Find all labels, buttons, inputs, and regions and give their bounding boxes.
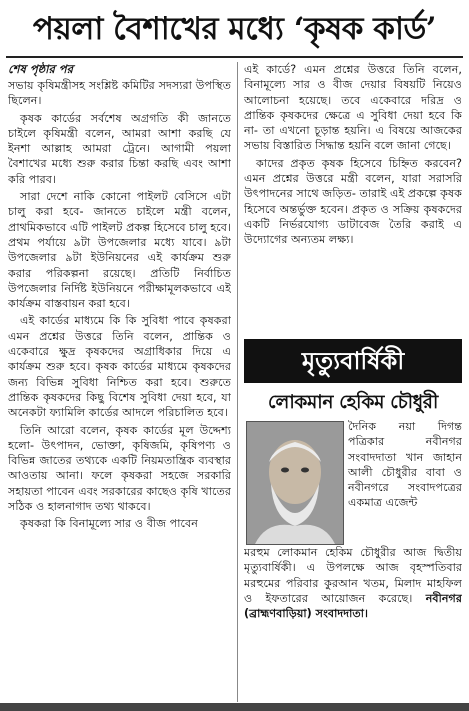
right-paragraph: এই কার্ডে? এমন প্রশ্নের উত্তরে তিনি বলেন, বিনামূল্যে সার ও বীজ দেয়ার বিষয়টি নিয়েও আলোচনা হয়েছে। তবে একেবারে দরিদ্র ও প্রান্তিক কৃষকদের ক্ষেত্রে এ সুবিধা দেয়া হবে কি না- তা এখনো চূড়ান্ত হয়নি। এ বিষয়ে আজকের সভায় বিস্তারিত সিদ্ধান্ত হয়নি বলে জানা গেছে।: [244, 63, 462, 153]
portrait-photo: [246, 421, 344, 545]
left-paragraph: কৃষকরা কি বিনামূল্যে সার ও বীজ পাবেন: [20, 517, 198, 531]
obituary-intro-text: দৈনিক নয়া দিগন্ত পত্রিকার নবীনগর সংবাদদাতা খান জাহান আলী চৌধুরীর বাবা ও নবীনগরে সংবাদপত্রের একমাত্র এজেন্ট: [348, 420, 462, 510]
continuation-kicker: শেষ পৃষ্ঠার পর: [8, 62, 73, 76]
portrait-illustration: [247, 422, 343, 544]
left-paragraph: তিনি আরো বলেন, কৃষক কার্ডের মূল উদ্দেশ্য হলো- উৎপাদন, ভোক্তা, কৃষিজমি, কৃষিপণ্য ও বিভিন্ন জাতের তথ্যকে একটি নিয়মতান্ত্রিক ব্যবস্থার আওতায় আনা। ফলে কৃষকরা সহজে সরকারি সহায়তা পাবেন এবং সরকারের কাছেও কৃষি খাতের সঠিক ও হালনাগাদ তথ্য থাকবে।: [8, 423, 231, 514]
left-paragraph: সভায় কৃষিমন্ত্রীসহ সংশ্লিষ্ট কমিটির সদস্যরা উপস্থিত ছিলেন।: [8, 79, 231, 108]
right-paragraph: কাদের প্রকৃত কৃষক হিসেবে চিহ্নিত করবেন? এমন প্রশ্নের উত্তরে মন্ত্রী বলেন, যারা সরাসরি উৎপাদনের সাথে জড়িত- তারাই এই প্রকল্পে কৃষক হিসেবে অন্তর্ভুক্ত হবেন। প্রকৃত ও সক্রিয় কৃষকদের একটি নির্ভরযোগ্য ডাটাবেজ তৈরি করাই এ উদ্যোগের অন্যতম লক্ষ্য।: [244, 156, 462, 247]
obituary-name: লোকমান হেকিম চৌধুরী: [268, 392, 438, 413]
obituary-body-sentence: মরহুম লোকমান হেকিম চৌধুরীর আজ দ্বিতীয় মৃত্যুবার্ষিকী। এ উপলক্ষে আজ বৃহস্পতিবার মরহুমের পরিবার কুরআন খতম, মিলাদ মাহফিল ও ইফতারের আয়োজন করেছে।: [244, 546, 462, 605]
obituary-body: [244, 545, 462, 623]
left-paragraph: কৃষক কার্ডের সর্বশেষ অগ্রগতি কী জানতে চাইলে কৃষিমন্ত্রী বলেন, আমরা আশা করছি যে ইনশা আল্লাহ আমরা ট্রেনে। আগামী পয়লা বৈশাখের মধ্যে শুরু করার চিন্তা করছি এবং আশা করি পারব।: [8, 111, 231, 186]
left-column: [8, 62, 231, 702]
obituary-credit: নবীনগর (ব্রাহ্মণবাড়িয়া) সংবাদদাতা।: [244, 591, 462, 621]
left-paragraph: সারা দেশে নাকি কোনো পাইলট বেসিসে এটা চালু করা হবে- জানতে চাইলে মন্ত্রী বলেন, প্রাথমিকভাবে এটি পাইলট প্রকল্প হিসেবে চালু হবে। প্রথম পর্যায়ে ৯টা উপজেলার মধ্যে যাবে। ৯টা উপজেলার ৯টা ইউনিয়নের এই কার্যক্রম শুরু করার পরিকল্পনা রয়েছে। প্রতিটি নির্বাচিত উপজেলার নির্দিষ্ট ইউনিয়নে পরীক্ষামূলকভাবে এই কার্যক্রম বাস্তবায়ন করা হবে।: [8, 190, 231, 311]
next-story-strip: [0, 703, 469, 711]
headline-rule: [6, 56, 463, 58]
left-paragraph: এই কার্ডের মাধ্যমে কি কি সুবিধা পাবে কৃষকরা এমন প্রশ্নের উত্তরে তিনি বলেন, প্রান্তিক ও একেবারে ক্ষুদ্র কৃষকদের অগ্রাধিকার দিয়ে এ কার্যক্রম শুরু হবে। কৃষক কার্ডের মাধ্যমে কৃষকদের জন্য বিভিন্ন সুবিধা নিশ্চিত করা হবে। শুরুতে প্রান্তিক কৃষকদের কিছু বিশেষ সুবিধা দেয়া হবে, যা অনেকটা ফ্যামিলি কার্ডের আদলে পরিচালিত হবে।: [8, 314, 231, 420]
column-divider: [237, 62, 238, 702]
section-title-banner: মৃত্যুবার্ষিকী: [244, 339, 462, 383]
obituary-body-text: [244, 545, 462, 621]
obituary-intro: [348, 419, 462, 513]
headline: পয়লা বৈশাখের মধ্যে ‘কৃষক কার্ড’: [32, 11, 437, 47]
right-column: [244, 62, 462, 702]
